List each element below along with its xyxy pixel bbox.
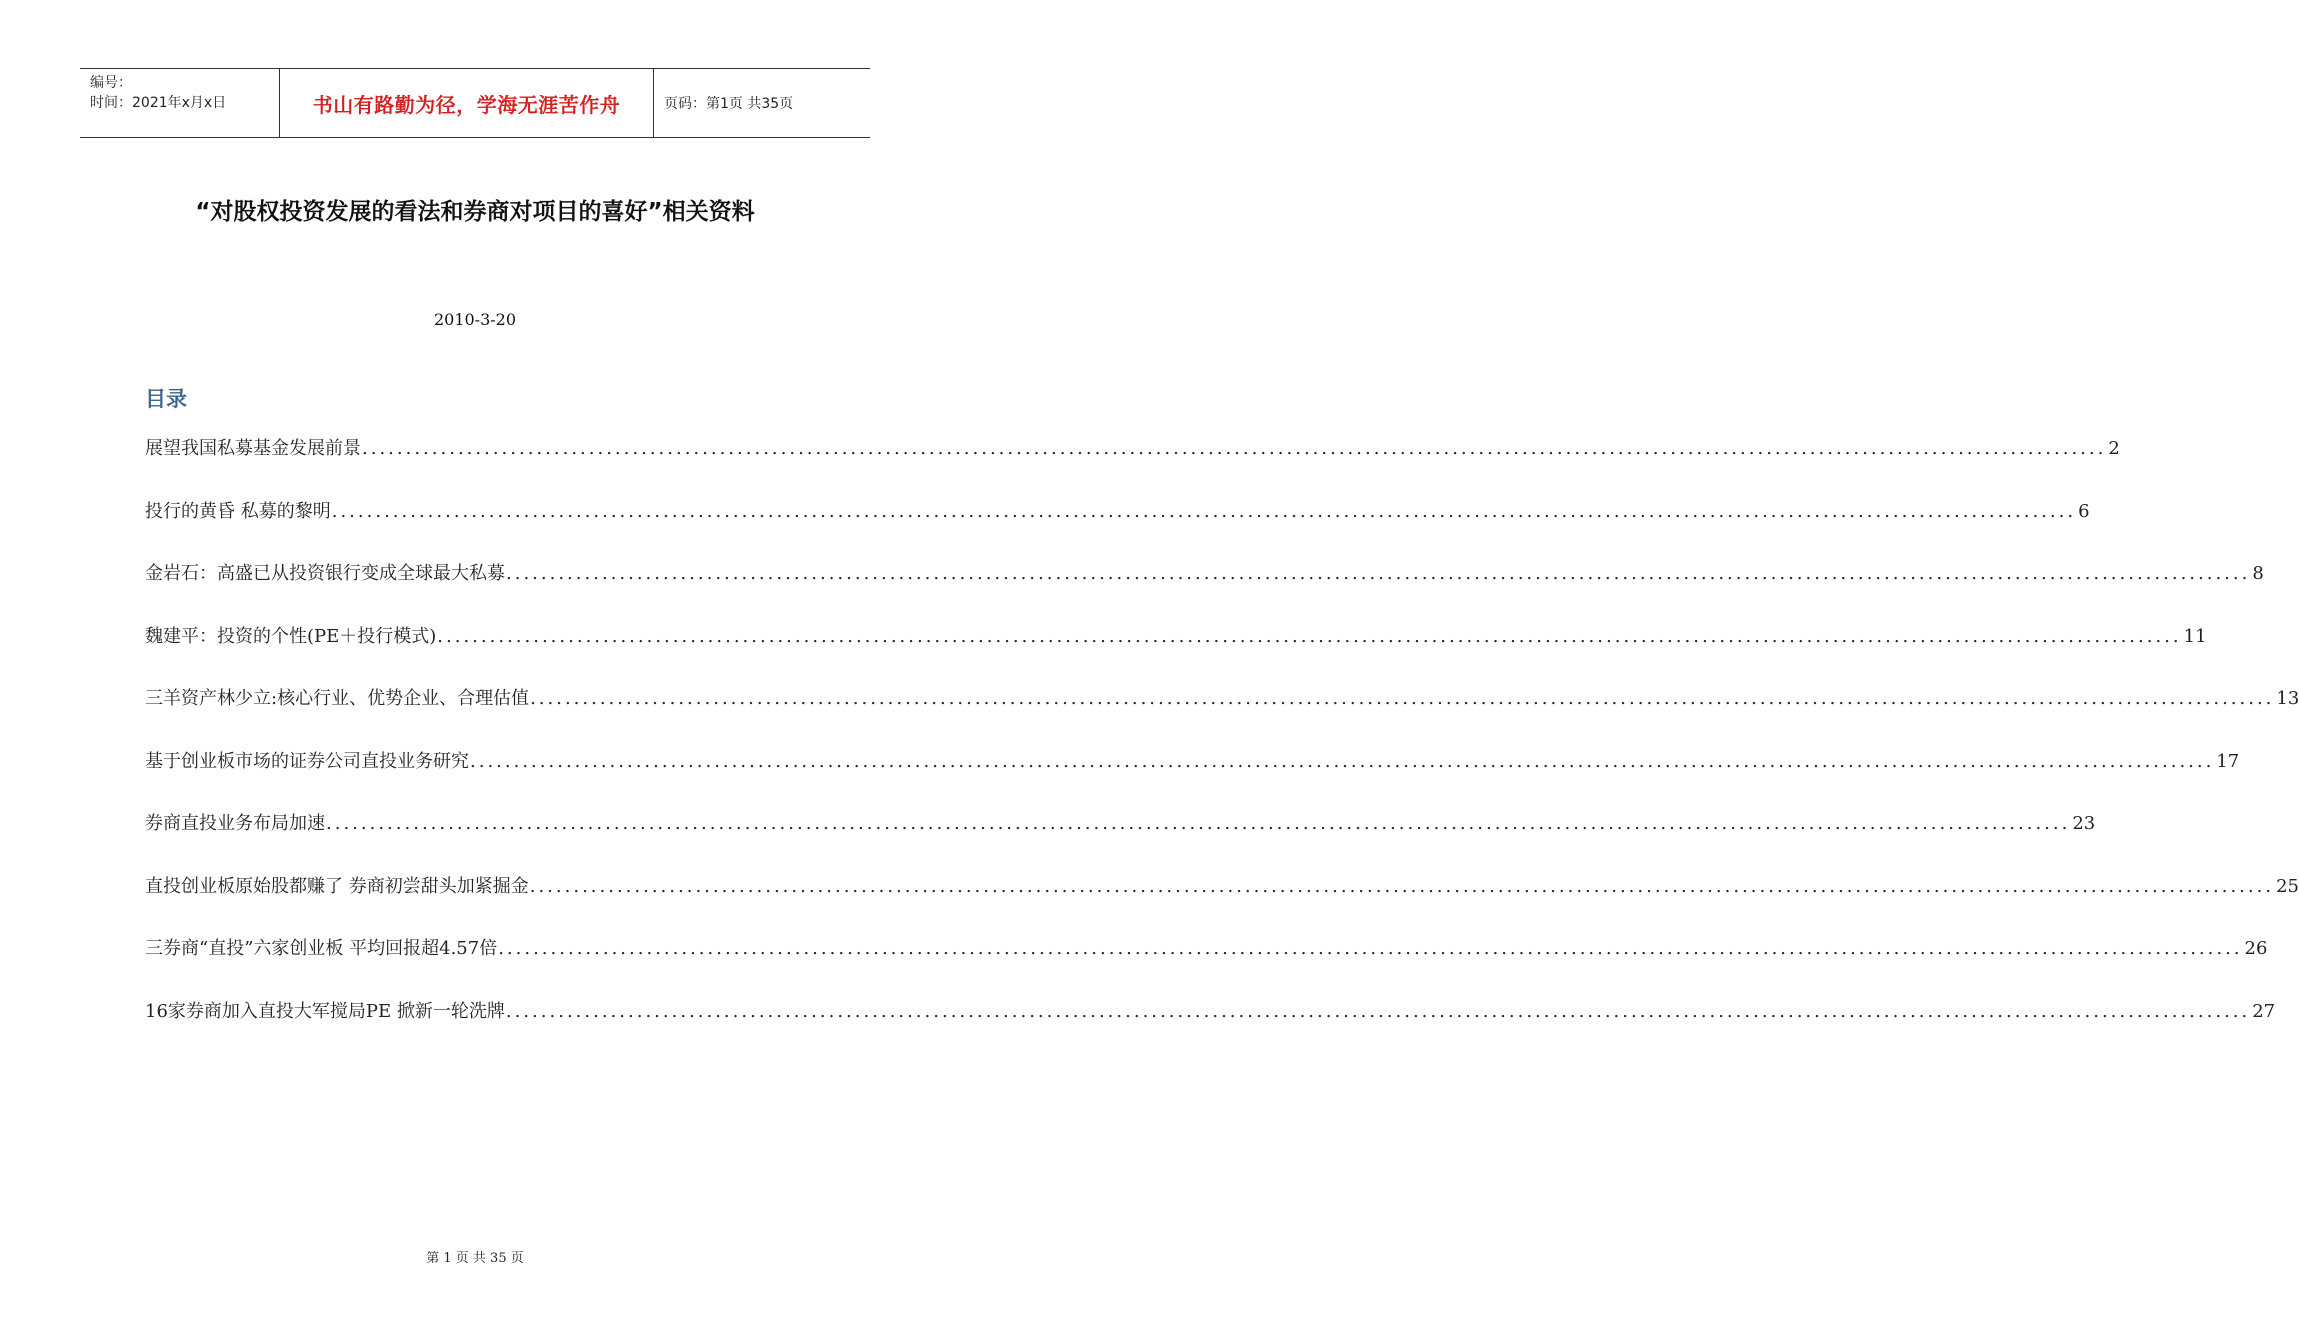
header-page-info: 页码：第1页 共35页 <box>664 96 794 112</box>
toc-entry-title: 投行的黄昏 私募的黎明 <box>145 500 331 522</box>
toc-entry-title: 三券商“直投”六家创业板 平均回报超4.57倍 <box>145 938 498 959</box>
number-label: 编号： <box>90 75 132 91</box>
document-date: 2010-3-20 <box>433 310 517 329</box>
toc-entry[interactable] <box>145 434 2120 497</box>
toc-dot-leader: ........................................................................................................................................................................................................ <box>506 563 2251 584</box>
page-footer: 第 1 页 共 35 页 <box>426 1251 524 1266</box>
header-motto: 书山有路勤为径，学海无涯苦作舟 <box>280 69 654 137</box>
time-label: 时间：2021年x月x日 <box>90 95 227 111</box>
toc-entry-page: 8 <box>2252 563 2264 584</box>
document-title: “对股权投资发展的看法和券商对项目的喜好”相关资料 <box>195 199 755 225</box>
toc-entry[interactable] <box>145 997 2276 1060</box>
toc-entry-page: 17 <box>2216 750 2240 772</box>
toc-entry[interactable] <box>145 747 2240 810</box>
toc-entry-title: 直投创业板原始股都赚了 券商初尝甜头加紧掘金 <box>145 875 529 897</box>
toc-heading: 目录 <box>145 387 187 411</box>
toc-dot-leader: ........................................................................................................................................................................................................ <box>505 1000 2251 1022</box>
toc-dot-leader: ........................................................................................................................................................................................................ <box>326 813 2071 834</box>
toc-entry[interactable] <box>145 809 2096 872</box>
toc-dot-leader: ........................................................................................................................................................................................................ <box>470 750 2215 772</box>
toc-entry-page: 6 <box>2078 500 2090 522</box>
toc-entry[interactable] <box>145 559 2264 622</box>
toc-dot-leader: ........................................................................................................................................................................................................ <box>362 438 2107 459</box>
toc-entry[interactable] <box>145 622 2207 685</box>
toc-dot-leader: ........................................................................................................................................................................................................ <box>529 875 2275 897</box>
toc-entry-page: 13 <box>2276 688 2299 709</box>
header-meta <box>80 69 280 137</box>
page-header <box>80 68 870 138</box>
toc-entry-page: 11 <box>2183 625 2207 647</box>
toc-entry-page: 25 <box>2276 875 2299 897</box>
toc-dot-leader: ........................................................................................................................................................................................................ <box>530 688 2275 709</box>
toc-entry-title: 券商直投业务布局加速 <box>145 813 325 834</box>
toc-entry[interactable] <box>145 497 2090 560</box>
toc-entry-title: 金岩石：高盛已从投资银行变成全球最大私募 <box>145 563 505 584</box>
toc-entry-title: 展望我国私募基金发展前景 <box>145 438 361 459</box>
toc-dot-leader: ........................................................................................................................................................................................................ <box>437 625 2182 647</box>
toc-entry-title: 基于创业板市场的证券公司直投业务研究 <box>145 750 469 772</box>
toc-entry-title: 魏建平：投资的个性(PE＋投行模式) <box>145 625 437 647</box>
toc-entry-page: 2 <box>2108 438 2120 459</box>
toc-entry-page: 23 <box>2072 813 2096 834</box>
toc-dot-leader: ........................................................................................................................................................................................................ <box>498 938 2243 959</box>
table-of-contents <box>145 434 2299 1059</box>
toc-dot-leader: ........................................................................................................................................................................................................ <box>331 500 2077 522</box>
toc-entry-title: 三羊资产林少立:核心行业、优势企业、合理估值 <box>145 688 530 709</box>
toc-entry[interactable] <box>145 934 2268 997</box>
toc-entry-title: 16家券商加入直投大军搅局PE 掀新一轮洗牌 <box>145 1000 505 1022</box>
toc-entry-page: 27 <box>2252 1000 2276 1022</box>
toc-entry[interactable] <box>145 684 2299 747</box>
toc-entry-page: 26 <box>2244 938 2268 959</box>
toc-entry[interactable] <box>145 872 2299 935</box>
